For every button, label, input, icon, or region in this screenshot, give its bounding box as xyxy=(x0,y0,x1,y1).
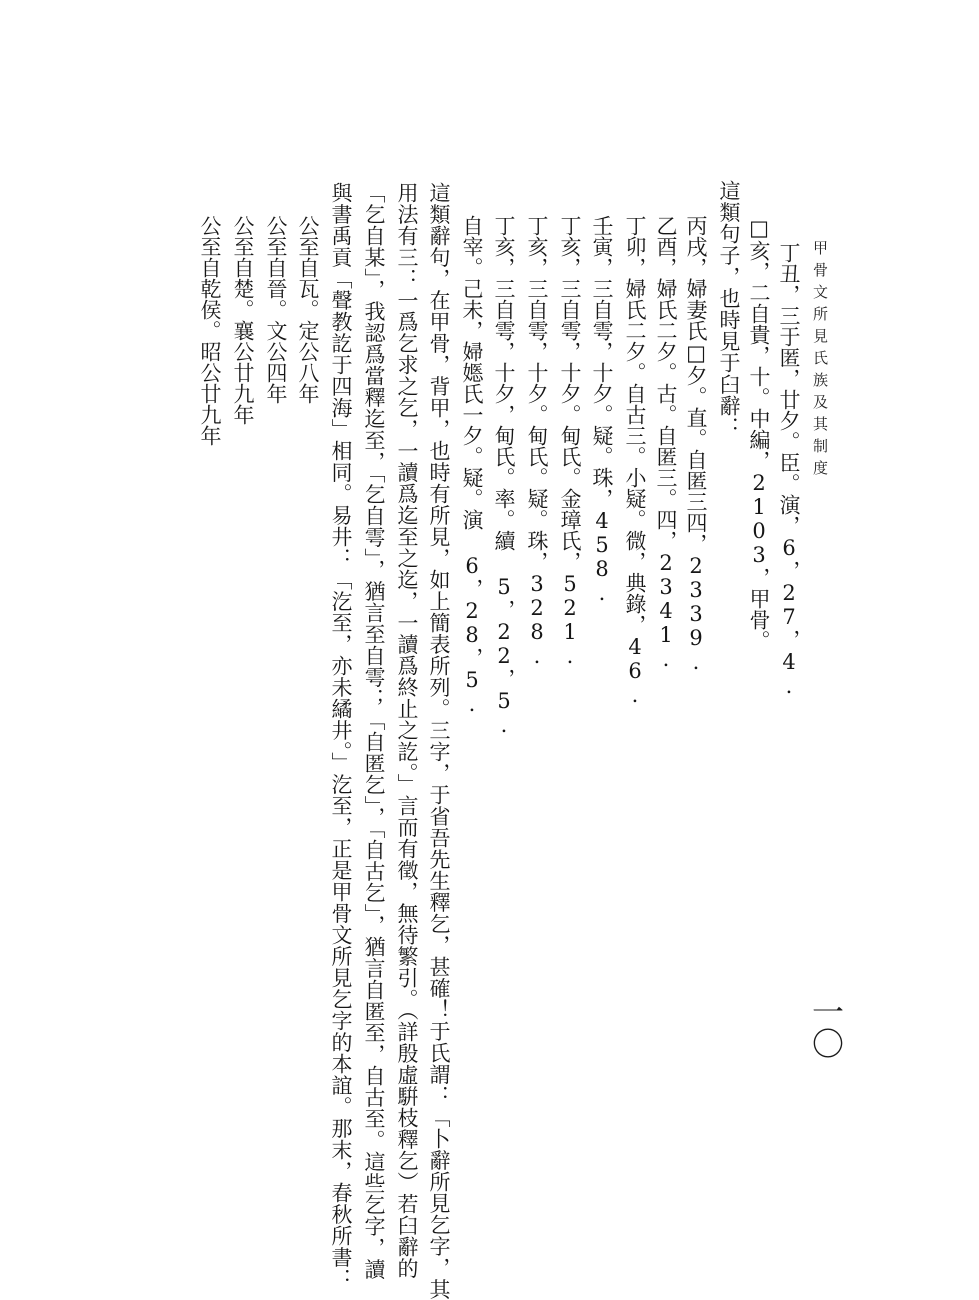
text-column: 丁丑，三于匿，廿夕。臣。演，6，27，4. xyxy=(777,242,801,698)
text-column: 自宰。己未，婦嫕氏一夕。疑。演 6，28，5. xyxy=(460,215,484,716)
text-column: 丁亥，三自雩，十夕，甸氏。率。續 5，22，5. xyxy=(492,215,516,737)
text-column: 壬寅，三自雩，十夕。疑。珠，458. xyxy=(590,215,614,605)
text-column: 公至自瓦。定公八年 xyxy=(296,215,320,404)
running-head: 甲骨文所見氏族及其制度 xyxy=(811,240,829,482)
text-column: □亥，二自貴，十。中編，2103，甲骨。 xyxy=(747,216,771,651)
text-column: 公至自楚。襄公廿九年 xyxy=(231,215,255,425)
text-column: 丙戌，婦妻氏□夕。直。自匿三四，2339. xyxy=(684,215,708,674)
page-number: 一〇 xyxy=(807,995,845,1059)
text-column: 乙酉，婦氏二夕。古。自匿三。四，2341. xyxy=(654,215,678,671)
text-column: 用法有三：一爲乞求之乞，一讀爲迄至之迄，一讀爲終止之訖。」言而有徵，無待繁引。（詳殷虛騈枝釋乞）若臼辭的 xyxy=(395,182,419,1279)
text-column: 丁卯，婦氏二夕。自古三。小疑。微，典錄，46. xyxy=(623,215,647,707)
text-column: 公至自晉。文公四年 xyxy=(264,215,288,404)
text-column: 丁亥，三自雩，十夕。甸氏。疑。珠，328. xyxy=(525,215,549,668)
text-column: 公至自乾侯。昭公廿九年 xyxy=(198,215,222,446)
text-column: 這類辭句，在甲骨，背甲，也時有所見，如上簡表所列。三字，于省吾先生釋乞，甚確！于氏謂：「卜辭所見乞字，其 xyxy=(427,182,451,1300)
text-column: 丁亥，三自雩，十夕。甸氏。金璋氏，521. xyxy=(558,215,582,668)
text-column: 「乞自某」，我認爲當釋迄至，「乞自雩」，猶言至自雩；「自匿乞」，「自古乞」，猶言自匿至，自古至。這些乞字，讀 xyxy=(362,182,386,1280)
text-column: 與書禹貢「聲教訖于四海」相同。易井：「汔至，亦未繘井。」汔至，正是甲骨文所見乞字的本誼。那末，春秋所書： xyxy=(329,182,353,1290)
text-column: 這類句子，也時見于臼辭： xyxy=(717,180,741,438)
